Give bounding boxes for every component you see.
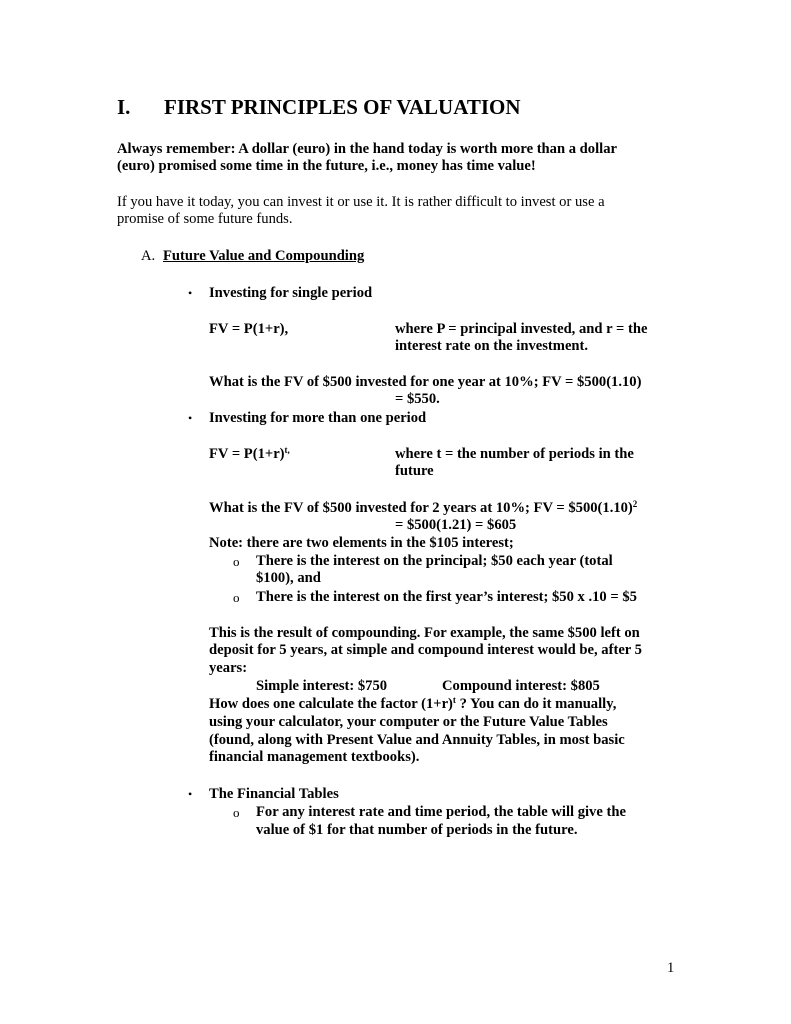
how-line-3: (found, along with Present Value and Annuity Tables, in most basic <box>209 732 625 748</box>
how-line-4: financial management textbooks). <box>209 749 420 765</box>
multi-formula: FV = $P(1+r)^{t,}$ <box>209 445 290 462</box>
circle-bullet-icon: o <box>233 554 240 569</box>
tables-sub-line-1: For any interest rate and time period, the table will give the <box>256 804 626 820</box>
circle-bullet-icon: o <box>233 805 240 820</box>
single-formula: FV = P(1+r), <box>209 321 289 337</box>
compounding-line-1: This is the result of compounding. For example, the same $500 left on <box>209 625 640 641</box>
multi-where-line-2: future <box>395 463 434 479</box>
intro-paragraph-line-1: If you have it today, you can invest it or use it. It is rather difficult to invest or use a <box>117 194 605 210</box>
single-where-line-1: where P = principal invested, and r = the <box>395 321 648 337</box>
compound-interest: Compound interest: $805 <box>442 678 600 694</box>
note-line: Note: there are two elements in the $105 interest; <box>209 535 514 551</box>
circle-bullet-icon: o <box>233 590 240 605</box>
single-question-line-1: What is the FV of $500 invested for one year at 10%; FV = $500(1.10) <box>209 374 642 390</box>
how-line-1: How does one calculate the factor $(1+r)^t$ ? You can do it manually, <box>209 695 617 712</box>
single-where-line-2: interest rate on the investment. <box>395 338 589 354</box>
sub-item-2: There is the interest on the first year’s interest; $50 x .10 = $5 <box>256 589 637 605</box>
sub-item-1-line-1: There is the interest on the principal; $50 each year (total <box>256 553 613 569</box>
single-question-line-2: = $550. <box>395 391 440 407</box>
section-a-title: Future Value and Compounding <box>163 248 365 264</box>
simple-interest: Simple interest: $750 <box>256 678 388 694</box>
compounding-line-2: deposit for 5 years, at simple and compound interest would be, after 5 <box>209 642 642 658</box>
heading-number: I. <box>117 95 131 119</box>
intro-paragraph-line-2: promise of some future funds. <box>117 211 293 227</box>
remember-line-2: (euro) promised some time in the future, i.e., money has time value! <box>117 158 536 174</box>
multi-where-line-1: where t = the number of periods in the <box>395 446 634 462</box>
page-number: 1 <box>667 960 675 976</box>
heading-title: FIRST PRINCIPLES OF VALUATION <box>164 95 521 119</box>
multi-question-line-1: What is the FV of $500 invested for 2 years at 10%; FV = $\$500(1.10)^2$ <box>209 499 638 516</box>
section-a-letter: A. <box>141 248 156 264</box>
remember-line-1: Always remember: A dollar (euro) in the hand today is worth more than a dollar <box>117 141 617 157</box>
bullet-icon: • <box>188 787 193 801</box>
how-line-2: using your calculator, your computer or the Future Value Tables <box>209 714 608 730</box>
single-period-title: Investing for single period <box>209 285 373 301</box>
multi-period-title: Investing for more than one period <box>209 410 427 426</box>
financial-tables-title: The Financial Tables <box>209 786 339 802</box>
compounding-line-3: years: <box>209 660 248 676</box>
tables-sub-line-2: value of $1 for that number of periods in the future. <box>256 822 578 838</box>
multi-question-line-2: = $500(1.21) = $605 <box>395 517 517 533</box>
bullet-icon: • <box>188 286 193 300</box>
bullet-icon: • <box>188 411 193 425</box>
sub-item-1-line-2: $100), and <box>256 570 321 586</box>
